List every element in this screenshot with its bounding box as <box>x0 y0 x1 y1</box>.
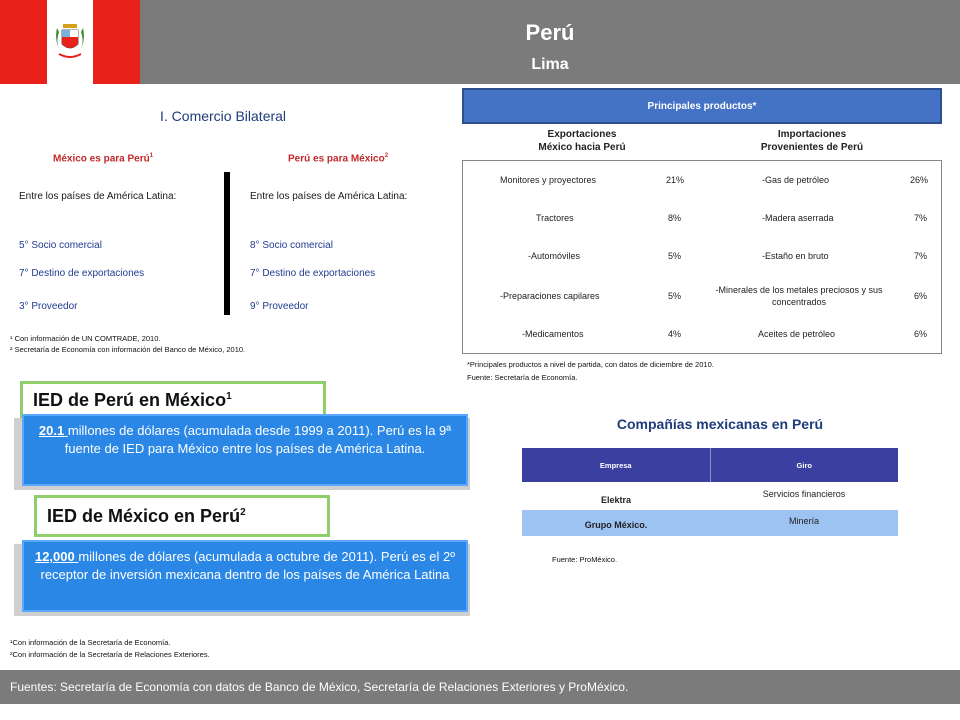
giro-header: Giro <box>796 460 812 470</box>
exp-pct: 21% <box>666 175 685 185</box>
exp-pct: 5% <box>668 251 682 261</box>
col1-item: 7° Destino de exportaciones <box>19 268 145 279</box>
giro-cell: Minería <box>788 516 819 526</box>
giro-cell: Servicios financieros <box>762 489 846 499</box>
companias-header <box>522 448 898 482</box>
comercio-note-1: ¹ Con información de UN COMTRADE, 2010. <box>10 334 161 343</box>
empresa-cell: Elektra <box>600 495 632 505</box>
ied-peru-amount: 20.1 <box>38 423 68 438</box>
table-row <box>462 277 942 315</box>
exp-pct: 4% <box>668 329 682 339</box>
footer-text: Fuentes: Secretaría de Economía con datos de Banco de México, Secretaría de Relaciones Exteriores y ProMéxico. <box>10 680 629 694</box>
imp-product: -Gas de petróleo <box>762 175 830 185</box>
imp-pct: 6% <box>914 291 928 301</box>
imp-product: -Estaño en bruto <box>762 251 829 261</box>
ied-mexico-box <box>22 540 468 612</box>
ied-mexico-text: millones de dólares (acumulada a octubre de 2011). Perú es el 2º receptor de inversión mexicana dentro de los países de América Latina <box>40 549 456 582</box>
col2-item: 8° Socio comercial <box>250 240 333 251</box>
col2-item: 7° Destino de exportaciones <box>250 268 376 279</box>
exp-pct: 5% <box>668 291 682 301</box>
exp-product: Tractores <box>536 213 574 223</box>
col2-intro: Entre los países de América Latina: <box>250 191 408 202</box>
col1-item: 5° Socio comercial <box>19 240 102 251</box>
page-subtitle: Lima <box>531 56 569 73</box>
flag-white-center <box>47 0 94 84</box>
productos-note-1: *Principales productos a nivel de partida, con datos de diciembre de 2010. <box>467 360 714 369</box>
comercio-title: I. Comercio Bilateral <box>160 108 287 124</box>
ied-note-2: ²Con información de la Secretaría de Relaciones Exteriores. <box>10 650 210 659</box>
table-row <box>462 237 942 275</box>
table-row <box>462 199 942 237</box>
imp-product: Aceites de petróleo <box>758 329 836 339</box>
companias-fuente: Fuente: ProMéxico. <box>552 555 618 564</box>
page-title: Perú <box>525 20 575 45</box>
footer-bar <box>0 670 960 704</box>
exp-product: Monitores y proyectores <box>500 175 597 185</box>
flag-red-right <box>93 0 140 84</box>
imp-pct: 6% <box>914 329 928 339</box>
ied-mexico-label: IED de México en Perú$^2$ <box>34 495 330 537</box>
exp-product: -Automóviles <box>528 251 581 261</box>
col2-heading: Perú es para México$^2$ <box>288 153 389 165</box>
ied-note-1: ¹Con información de la Secretaría de Economía. <box>10 638 171 647</box>
importaciones-heading: Importaciones Provenientes de Perú <box>760 129 864 153</box>
peru-flag <box>0 0 140 84</box>
ied-peru-box <box>22 414 468 486</box>
exp-pct: 8% <box>668 213 682 223</box>
imp-pct: 26% <box>910 175 929 185</box>
empresa-cell: Grupo México. <box>584 520 648 530</box>
imp-pct: 7% <box>914 213 928 223</box>
col1-heading: México es para Perú$^1$ <box>53 153 154 165</box>
table-row <box>522 484 898 510</box>
productos-header: Principales productos* <box>462 88 942 124</box>
coat-of-arms-icon <box>53 22 87 62</box>
exp-product: -Medicamentos <box>522 329 584 339</box>
exp-product: -Preparaciones capilares <box>500 291 600 301</box>
productos-note-2: Fuente: Secretaría de Economía. <box>467 373 578 382</box>
companias-title: Compañías mexicanas en Perú <box>616 416 824 432</box>
comercio-note-2: ² Secretaría de Economía con información del Banco de México, 2010. <box>10 345 246 354</box>
column-divider <box>224 172 230 315</box>
header-bar <box>0 0 960 84</box>
table-row <box>522 510 898 536</box>
ied-peru-label: IED de Perú en México$^1$ <box>20 381 326 419</box>
table-row <box>462 161 942 199</box>
imp-pct: 7% <box>914 251 928 261</box>
imp-product: -Minerales de los metales preciosos y sus concentrados <box>715 285 883 307</box>
col1-item: 3° Proveedor <box>19 301 78 312</box>
col1-intro: Entre los países de América Latina: <box>19 191 177 202</box>
table-row <box>462 315 942 353</box>
imp-product: -Madera aserrada <box>762 213 834 223</box>
exportaciones-heading: Exportaciones México hacia Perú <box>538 129 626 153</box>
col2-item: 9° Proveedor <box>250 301 309 312</box>
flag-red-left <box>0 0 47 84</box>
empresa-header: Empresa <box>522 448 711 482</box>
ied-mexico-amount: 12,000 <box>34 549 79 564</box>
ied-peru-text: millones de dólares (acumulada desde 1999 a 2011). Perú es la 9ª fuente de IED para México entre los países de América Latina. <box>64 423 452 456</box>
